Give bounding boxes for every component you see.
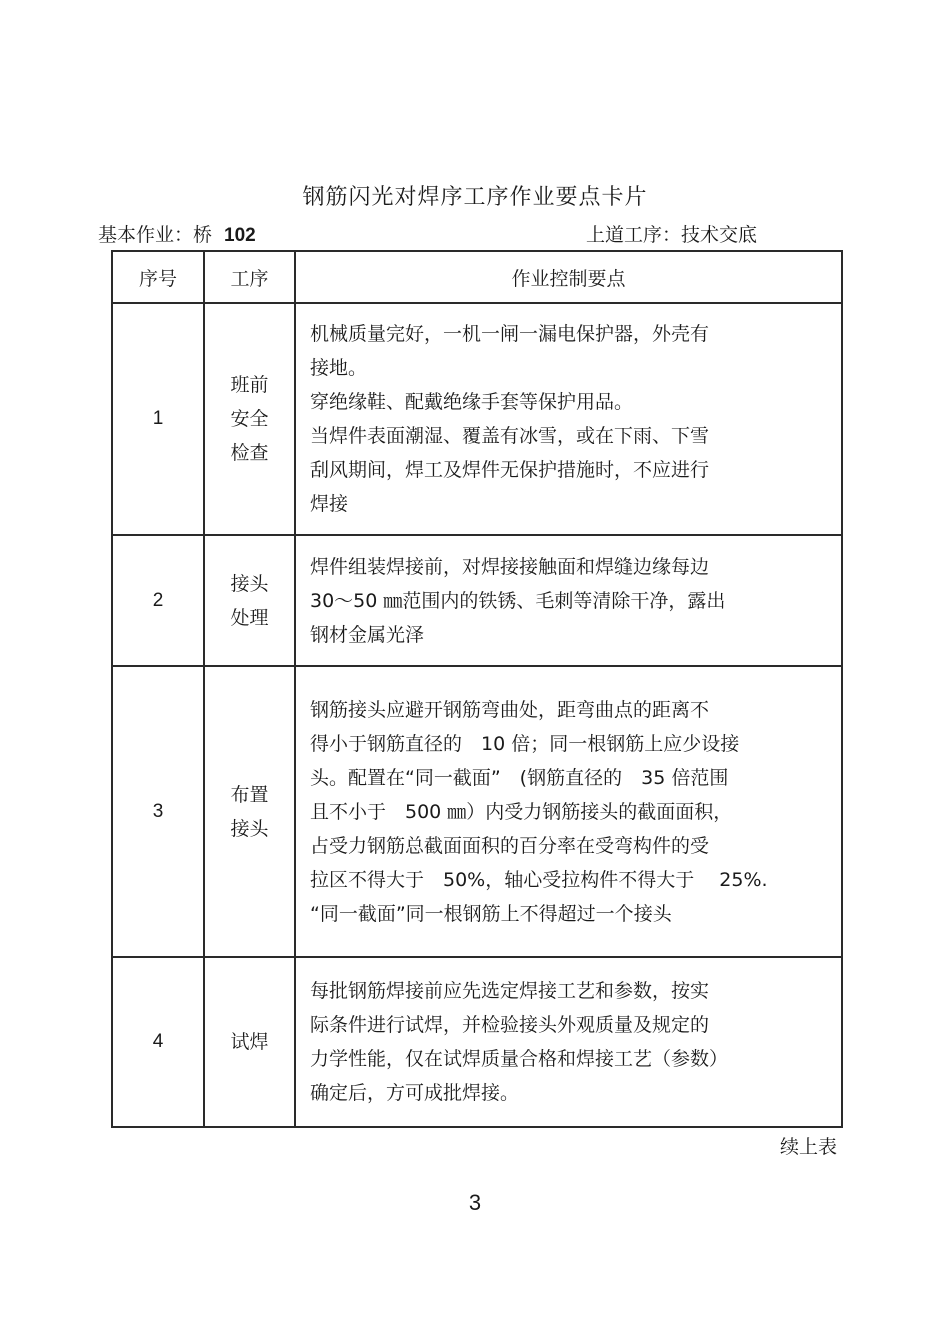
text-line: 钢材金属光泽 [310, 623, 425, 646]
row-process-label: 试焊 [230, 1031, 269, 1053]
text-line: 钢筋接头应避开钢筋弯曲处，距弯曲点的距离不 [310, 698, 710, 721]
text-line: 际条件进行试焊，并检验接头外观质量及规定的 [310, 1014, 710, 1036]
text-line: 30～50 ㎜范围内的铁锈、毛刺等清除干净，露出 [310, 589, 726, 612]
row-control-points [295, 666, 842, 957]
text-line: 焊接 [310, 493, 349, 515]
header-process: 工序 [204, 251, 295, 303]
table-row [112, 303, 842, 535]
work-card-table [111, 250, 843, 1128]
previous-process: 上道工序：技术交底 [586, 224, 758, 246]
page-title: 钢筋闪光对焊序工序作业要点卡片 [302, 185, 648, 210]
text-line: 刮风期间，焊工及焊件无保护措施时，不应进行 [310, 459, 710, 481]
row-control-points [295, 303, 842, 535]
text-line: 每批钢筋焊接前应先选定焊接工艺和参数，按实 [310, 980, 710, 1002]
row-number: 2 [112, 535, 204, 666]
header-control-points: 作业控制要点 [295, 251, 842, 303]
row-process [204, 303, 295, 535]
table-row [112, 535, 842, 666]
text-line: “同一截面”同一根钢筋上不得超过一个接头 [310, 902, 672, 925]
row-process-label: 班前安全检查 [230, 374, 269, 464]
text-line: 穿绝缘鞋、配戴绝缘手套等保护用品。 [310, 391, 634, 413]
row-process [204, 535, 295, 666]
text-line: 当焊件表面潮湿、覆盖有冰雪，或在下雨、下雪 [310, 425, 710, 447]
text-line: 头。配置在“同一截面” (钢筋直径的 35 倍范围 [310, 766, 729, 789]
basic-job [98, 220, 256, 247]
row-process [204, 666, 295, 957]
row-process-label: 布置接头 [230, 783, 269, 840]
header-no: 序号 [112, 251, 204, 303]
table-row [112, 957, 842, 1127]
row-number: 3 [112, 666, 204, 957]
text-line: 且不小于 500 ㎜）内受力钢筋接头的截面面积， [310, 800, 733, 823]
row-control-points [295, 957, 842, 1127]
basic-job-number: 102 [224, 225, 256, 246]
text-line: 焊件组装焊接前，对焊接接触面和焊缝边缘每边 [310, 555, 710, 578]
table-header-row [112, 251, 842, 303]
row-number: 4 [112, 957, 204, 1127]
text-line: 占受力钢筋总截面面积的百分率在受弯构件的受 [310, 834, 710, 857]
row-process-label: 接头处理 [230, 572, 269, 629]
text-line: 接地。 [310, 357, 368, 379]
row-number: 1 [112, 303, 204, 535]
text-line: 机械质量完好，一机一闸一漏电保护器，外壳有 [310, 323, 710, 345]
row-control-points [295, 535, 842, 666]
text-line: 得小于钢筋直径的 10 倍；同一根钢筋上应少设接 [310, 732, 740, 755]
text-line: 拉区不得大于 50%，轴心受拉构件不得大于 25%. [310, 868, 768, 891]
text-line: 力学性能，仅在试焊质量合格和焊接工艺（参数） [310, 1048, 729, 1070]
text-line: 确定后，方可成批焊接。 [310, 1082, 520, 1104]
continued-note: 续上表 [780, 1136, 838, 1158]
basic-job-label: 基本作业：桥 [98, 224, 213, 246]
page-number: 3 [468, 1190, 482, 1215]
table-row [112, 666, 842, 957]
row-process [204, 957, 295, 1127]
